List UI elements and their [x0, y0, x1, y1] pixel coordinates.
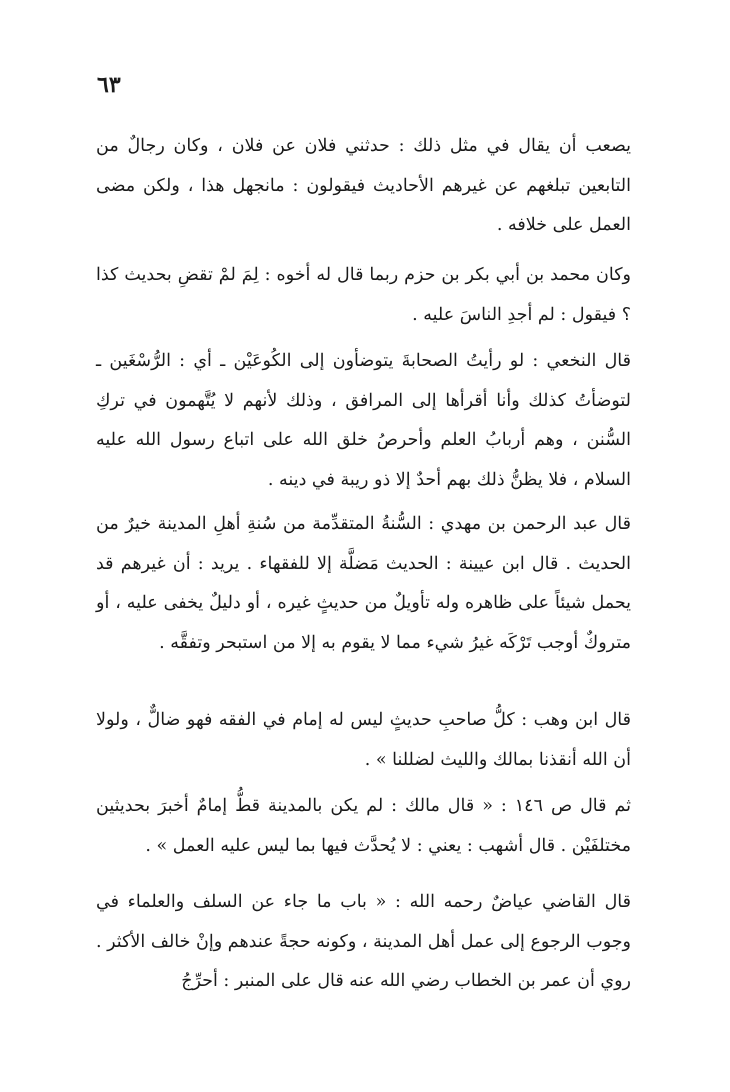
paragraph-3: قال النخعي : لو رأيتُ الصحابةَ يتوضأون إلى الكُوعَيْن ـ أي : الرُّسْغَين ـ لتوضأتُ كذلك وأنا أقرأها إلى المرافق ، وذلك لأنهم لا يُتَّهمون في تركِ السُّنن ، وهم أربابُ العلم وأحرصُ خلق الله على اتباع رسول الله عليه السلام ، فلا يظنُّ ذلك بهم أحدٌ إلا ذو ريبة في دينه . [96, 351, 631, 490]
paragraph-6: ثم قال ص ١٤٦ : « قال مالك : لم يكن بالمدينة قطُّ إمامٌ أخبرَ بحديثين مختلفَيْن . قال أشهب : يعني : لا يُحدَّث فيها بما ليس عليه العمل » . [96, 796, 631, 856]
paragraph-5: قال ابن وهب : كلُّ صاحبِ حديثٍ ليس له إمام في الفقه فهو ضالٌّ ، ولولا أن الله أنقذنا بمالك والليث لضللنا » . [96, 710, 631, 770]
paragraph-2: وكان محمد بن أبي بكر بن حزم ربما قال له أخوه : لِمَ لمْ تقضِ بحديث كذا ؟ فيقول : لم أجدِ الناسَ عليه . [96, 265, 631, 325]
paragraph-7: قال القاضي عياضٌ رحمه الله : « باب ما جاء عن السلف والعلماء في وجوب الرجوع إلى عمل أهل المدينة ، وكونه حجةً عندهم وإنْ خالف الأكثر . روي أن عمر بن الخطاب رضي الله عنه قال على المنبر : أحرِّجُ [96, 892, 631, 991]
paragraph-1: يصعب أن يقال في مثل ذلك : حدثني فلان عن فلان ، وكان رجالٌ من التابعين تبلغهم عن غيرهم الأحاديث فيقولون : مانجهل هذا ، ولكن مضى العمل على خلافه . [96, 136, 631, 235]
paragraph-4: قال عبد الرحمن بن مهدي : السُّنةُ المتقدِّمة من سُنةِ أهلِ المدينة خيرٌ من الحديث . قال ابن عيينة : الحديث مَضلَّة إلا للفقهاء . يريد : أن غيرهم قد يحمل شيئاً على ظاهره وله تأويلٌ من حديثٍ غيره ، أو دليلٌ يخفى عليه ، أو متروكٌ أوجب تَرْكَه غيرُ شيء مما لا يقوم به إلا من استبحر وتفقَّه . [96, 514, 631, 653]
page-number: ٦٣ [97, 72, 121, 98]
